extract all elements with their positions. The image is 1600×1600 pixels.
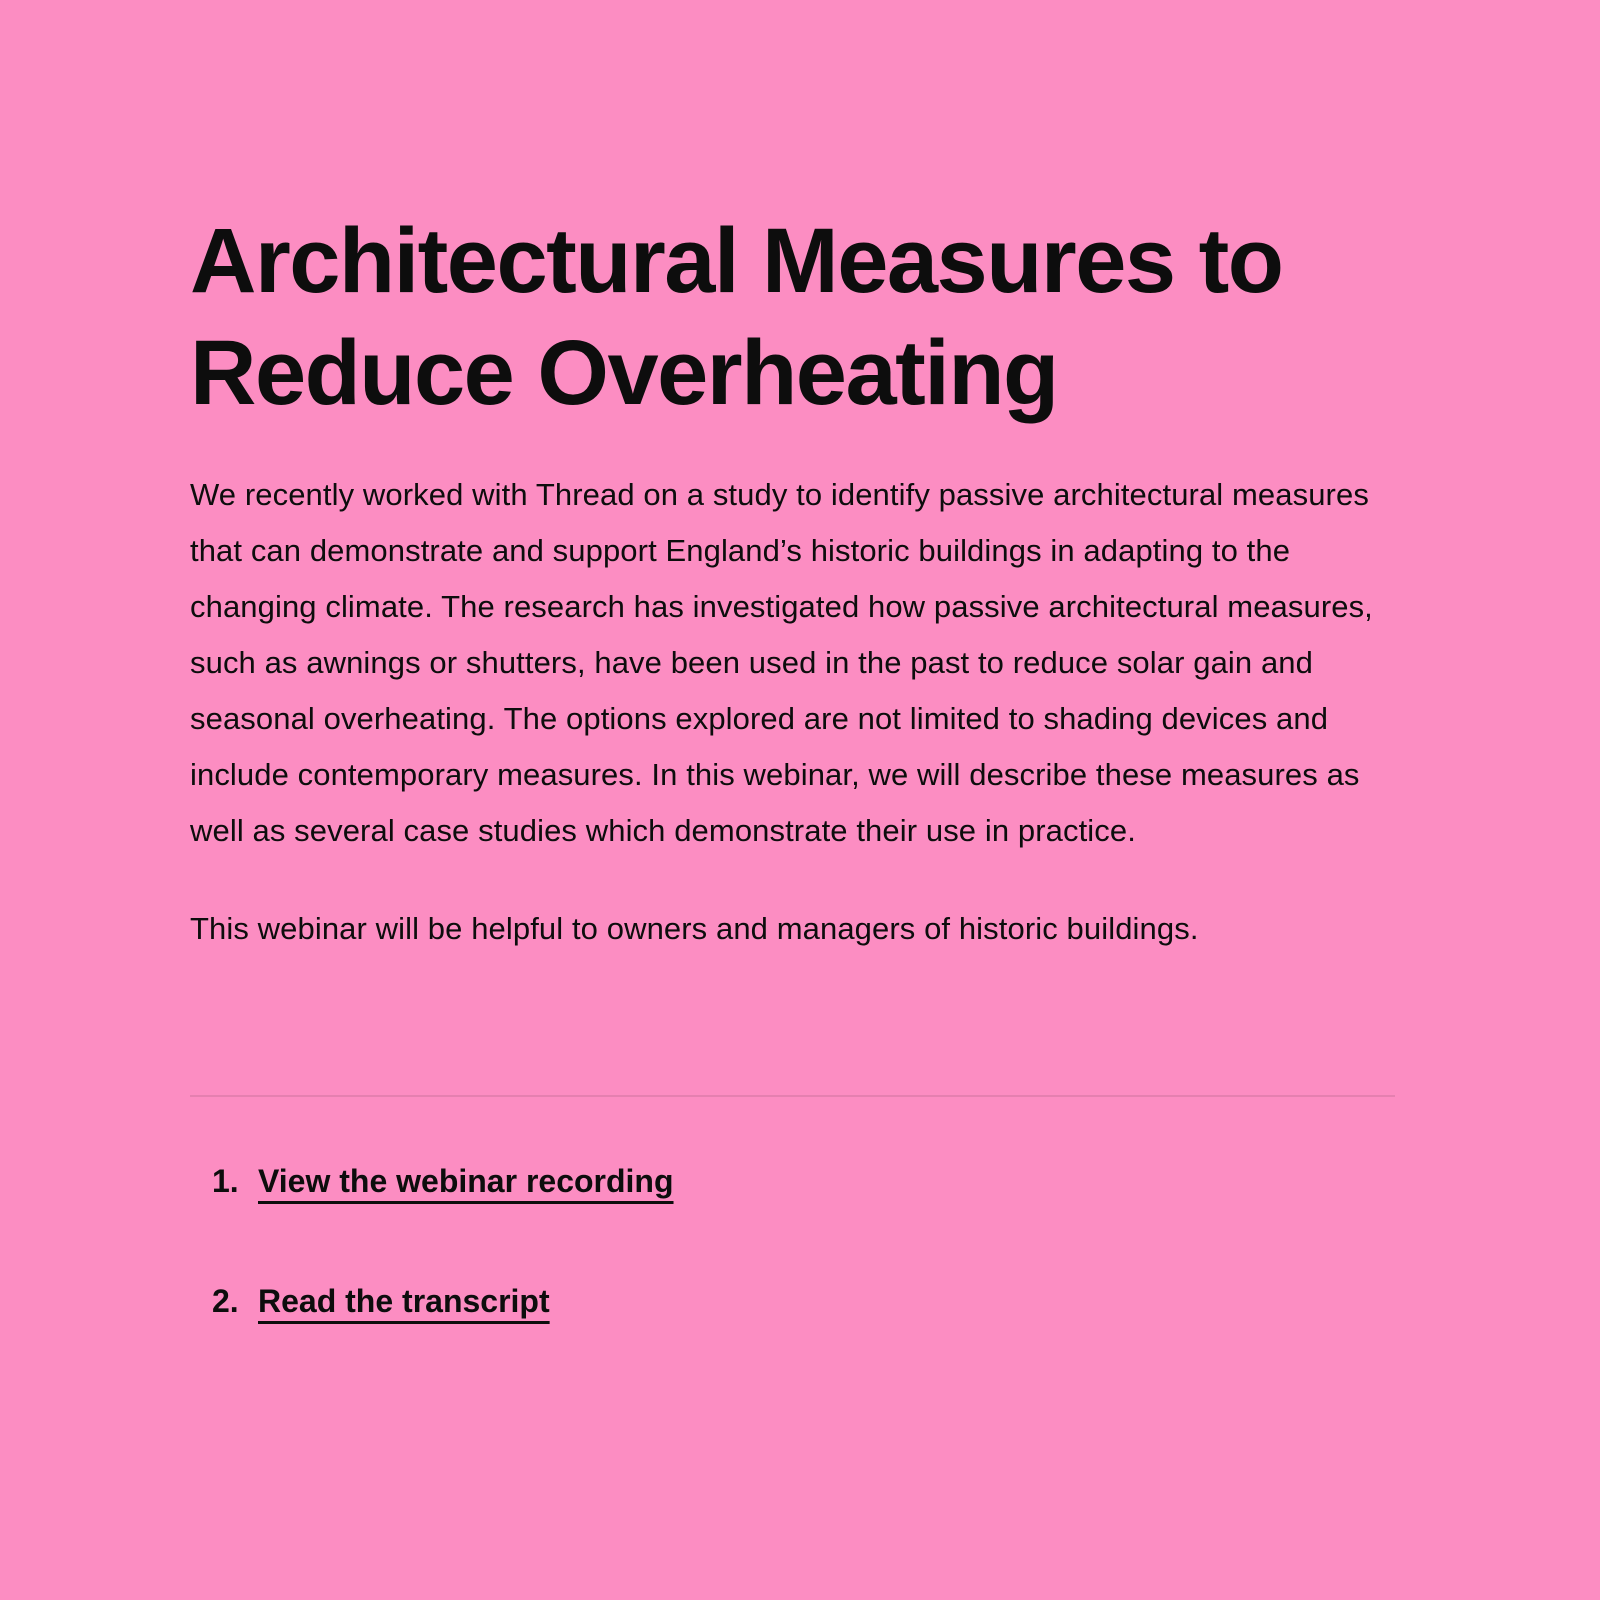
list-item	[212, 1281, 1400, 1323]
list-number: 2.	[212, 1283, 239, 1320]
list-number: 1.	[212, 1163, 239, 1200]
page-title: Architectural Measures to Reduce Overheating	[190, 210, 1283, 425]
intro-paragraph: We recently worked with Thread on a study to identify passive architectural measures that can demonstrate and support England’s historic buildings in adapting to the changing climate. The research has investigated how passive architectural measures, such as awnings or shutters, have been used in the past to reduce solar gain and seasonal overheating. The options explored are not limited to shading devices and include contemporary measures. In this webinar, we will describe these measures as well as several case studies which demonstrate their use in practice.	[190, 477, 1373, 849]
webinar-recording-link[interactable]: View the webinar recording	[258, 1163, 674, 1200]
section-divider	[190, 1095, 1395, 1097]
resource-link-list	[190, 1161, 1400, 1322]
audience-paragraph: This webinar will be helpful to owners and managers of historic buildings.	[190, 911, 1199, 947]
list-item	[212, 1161, 1400, 1203]
transcript-link[interactable]: Read the transcript	[258, 1283, 550, 1320]
